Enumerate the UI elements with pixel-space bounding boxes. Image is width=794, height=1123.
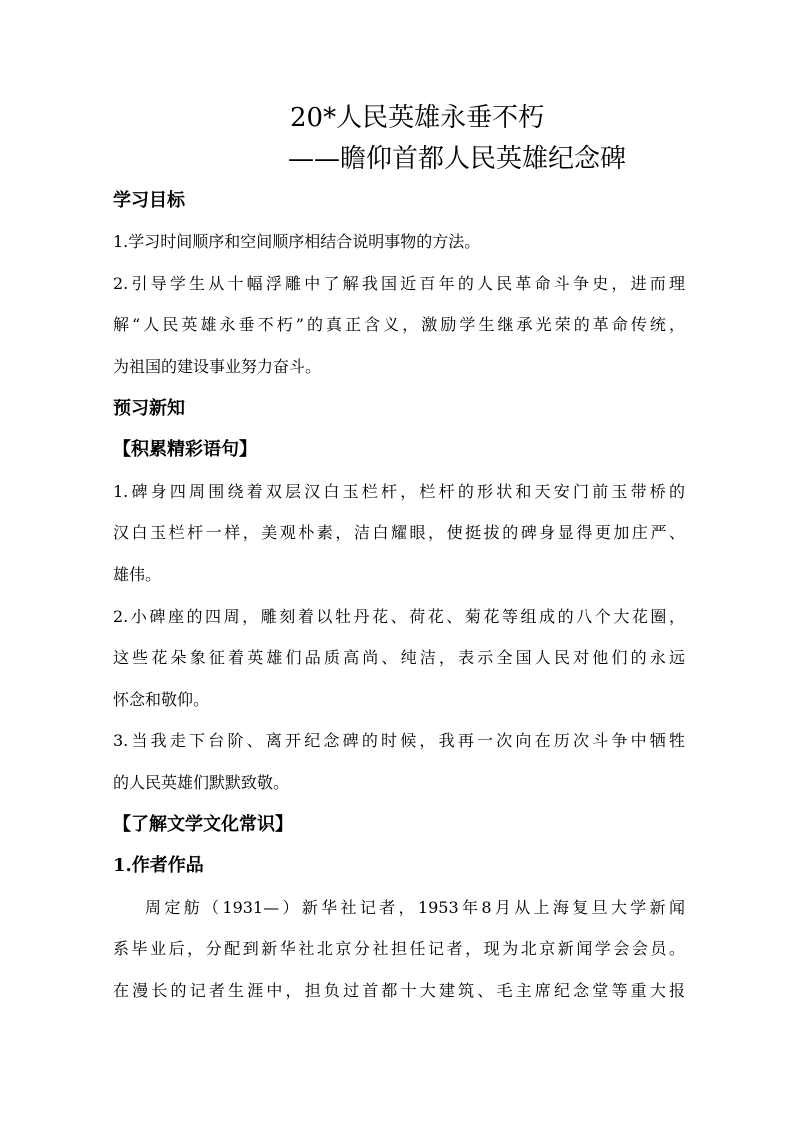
phrase-2-line-1: 2.小碑座的四周，雕刻着以牡丹花、荷花、菊花等组成的八个大花圈， — [113, 607, 685, 626]
objective-1: 1.学习时间顺序和空间顺序相结合说明事物的方法。 — [113, 232, 481, 251]
author-line-2: 系毕业后，分配到新华社北京分社担任记者，现为北京新闻学会会员。 — [113, 939, 685, 958]
phrases-heading: 【积累精彩语句】 — [113, 439, 257, 460]
phrase-2-line-2: 这些花朵象征着英雄们品质高尚、纯洁，表示全国人民对他们的永远 — [113, 648, 685, 667]
objective-2-line-2: 解“人民英雄永垂不朽”的真正含义，激励学生继承光荣的革命传统， — [113, 315, 685, 334]
objectives-heading: 学习目标 — [113, 190, 185, 211]
author-line-1: 周定舫（1931—）新华社记者，1953年8月从上海复旦大学新闻 — [145, 898, 685, 917]
preview-heading: 预习新知 — [113, 398, 185, 419]
page-subtitle: ——瞻仰首都人民英雄纪念碑 — [288, 144, 627, 174]
culture-heading: 【了解文学文化常识】 — [113, 814, 293, 835]
author-line-3: 在漫长的记者生涯中，担负过首都十大建筑、毛主席纪念堂等重大报 — [113, 981, 685, 1000]
phrase-1-line-3: 雄伟。 — [113, 565, 162, 584]
author-heading: 1.作者作品 — [113, 855, 204, 876]
phrase-3-line-2: 的人民英雄们默默致敬。 — [113, 773, 290, 792]
phrase-1-line-1: 1.碑身四周围绕着双层汉白玉栏杆，栏杆的形状和天安门前玉带桥的 — [113, 482, 685, 501]
phrase-3-line-1: 3.当我走下台阶、离开纪念碑的时候，我再一次向在历次斗争中牺牲 — [113, 731, 685, 750]
phrase-1-line-2: 汉白玉栏杆一样，美观朴素，洁白耀眼，使挺拔的碑身显得更加庄严、 — [113, 523, 685, 542]
objective-2-line-1: 2.引导学生从十幅浮雕中了解我国近百年的人民革命斗争史，进而理 — [113, 274, 685, 293]
objective-2-line-3: 为祖国的建设事业努力奋斗。 — [113, 357, 322, 376]
phrase-2-line-3: 怀念和敬仰。 — [113, 690, 210, 709]
page-title: 20*人民英雄永垂不朽 — [290, 103, 545, 133]
